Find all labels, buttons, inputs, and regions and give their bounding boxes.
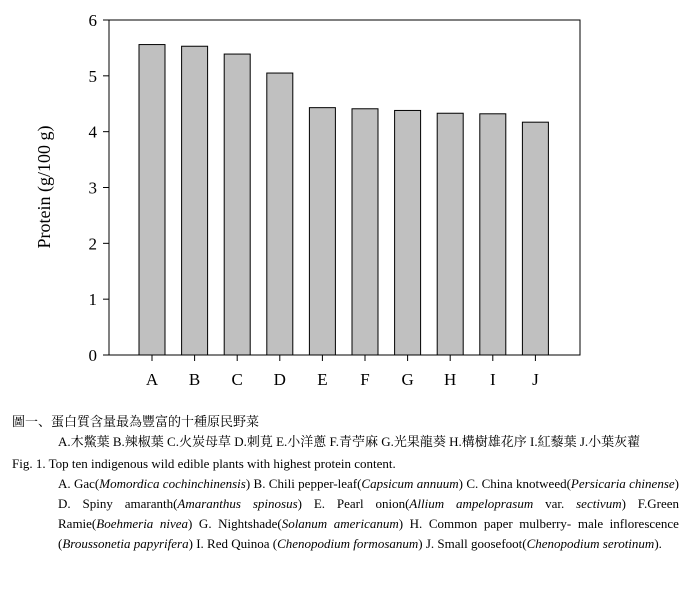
y-tick-label: 5 [88, 66, 97, 86]
bar-A [139, 45, 165, 355]
caption-items-zh: A.木鱉葉 B.辣椒葉 C.火炭母草 D.刺莧 E.小洋蔥 F.青苧麻 G.光果龍葵 H.構樹雄花序 I.紅藜葉 J.小葉灰藋 [58, 434, 641, 449]
caption-text: ) E. Pearl onion( [297, 496, 410, 511]
y-tick-label: 4 [88, 122, 97, 142]
bar-E [309, 108, 335, 355]
plot-area [109, 20, 580, 355]
caption-text: ) C. China knotweed( [458, 476, 571, 491]
bar-H [437, 113, 463, 355]
caption-text: A. Gac( [58, 476, 100, 491]
x-tick-label-I: I [489, 370, 496, 389]
x-tick-label-G: G [401, 370, 414, 389]
x-tick-label-J: J [532, 370, 539, 389]
y-tick-label: 6 [88, 11, 97, 30]
caption-title-zh: 圖一、蛋白質含量最為豐富的十種原民野菜 [12, 414, 260, 429]
x-tick-label-B: B [188, 370, 201, 389]
scientific-name: Amaranthus spinosus [177, 496, 298, 511]
caption-items-en [0, 474, 687, 554]
scientific-name: Chenopodium serotinum [526, 536, 655, 551]
scientific-name: sectivum [576, 496, 622, 511]
y-tick-label: 0 [88, 346, 97, 365]
x-tick-label-C: C [231, 370, 243, 389]
scientific-name: Momordica cochinchinensis [99, 476, 246, 491]
bar-F [352, 109, 378, 355]
x-tick-label-A: A [145, 370, 159, 389]
scientific-name: Allium ampeloprasum [409, 496, 534, 511]
x-tick-label-E: E [317, 370, 328, 389]
y-axis-label: Protein (g/100 g) [34, 125, 54, 249]
bar-J [522, 122, 548, 355]
caption-text: ) I. Red Quinoa ( [188, 536, 278, 551]
x-tick-label-D: D [273, 370, 286, 389]
bar-G [395, 110, 421, 355]
bars [139, 45, 548, 355]
caption-text: ). [654, 536, 662, 551]
scientific-name: Chenopodium formosanum [277, 536, 419, 551]
y-axis [89, 11, 110, 365]
bar-I [480, 114, 506, 355]
bar-C [224, 54, 250, 355]
scientific-name: Solanum americanum [281, 516, 399, 531]
y-tick-label: 3 [88, 178, 97, 198]
bar-B [182, 46, 208, 355]
scientific-name: Broussonetia papyrifera [62, 536, 189, 551]
y-tick-label: 1 [88, 290, 97, 310]
caption-text: ) J. Small goosefoot( [418, 536, 527, 551]
plot-frame [109, 20, 580, 355]
caption-text: ) H. Common paper mulberry- male inflorescence ( [58, 516, 679, 551]
figure-caption [0, 412, 687, 554]
caption-text: var. [533, 496, 577, 511]
scientific-name: Boehmeria nivea [96, 516, 189, 531]
x-axis [146, 355, 539, 389]
caption-text: ) B. Chili pepper-leaf( [245, 476, 362, 491]
x-tick-label-H: H [444, 370, 457, 389]
x-tick-label-F: F [360, 370, 370, 389]
caption-text: ) G. Nightshade( [188, 516, 282, 531]
y-tick-label: 2 [88, 234, 97, 254]
caption-text: ) F.Green Ramie( [58, 496, 679, 531]
scientific-name: Capsicum annuum [361, 476, 459, 491]
caption-title-en: Fig. 1. Top ten indigenous wild edible plants with highest protein content. [12, 456, 396, 471]
caption-text: ) D. Spiny amaranth( [58, 476, 679, 511]
bar-D [267, 73, 293, 355]
scientific-name: Persicaria chinense [570, 476, 675, 491]
